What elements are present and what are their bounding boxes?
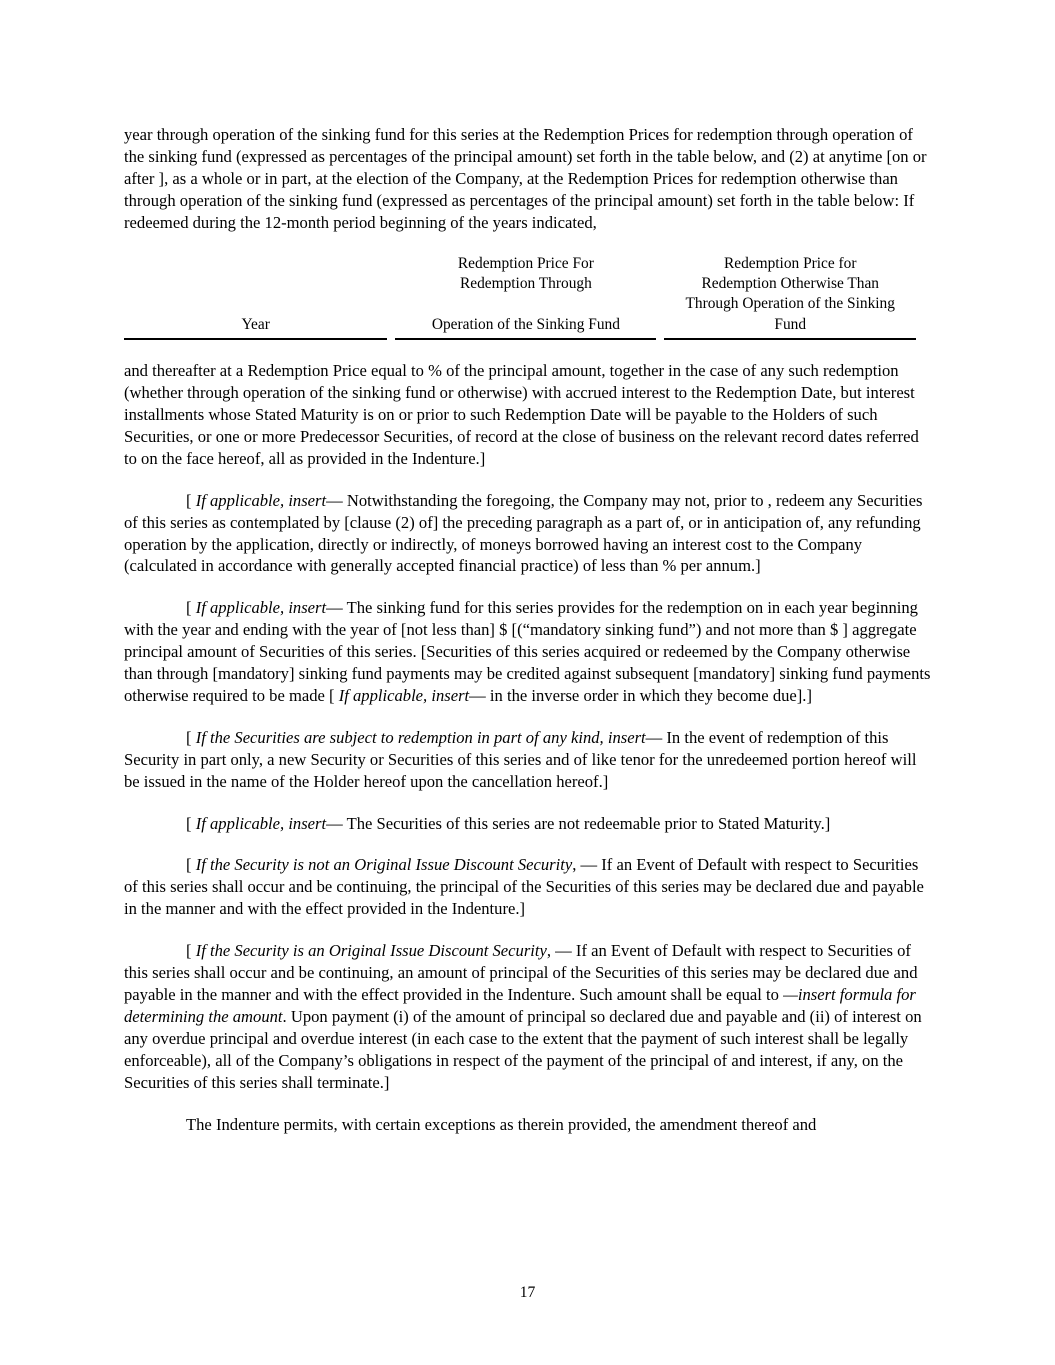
italic-instruction: If applicable, insert xyxy=(338,685,470,705)
italic-instruction: If applicable, insert xyxy=(195,490,327,510)
italic-instruction: If applicable, insert xyxy=(195,813,327,833)
bracket-open: [ xyxy=(186,813,196,833)
italic-instruction: If applicable, insert xyxy=(195,598,327,618)
paragraph-text: , — If an Event of Default with respect to Securities of this series shall occur and be continuing, an amount of principal of the Securities of this series may be declared due and payable in the manner and with the effect provided in the Indenture. Such amount shall be equal to xyxy=(124,941,918,1004)
italic-instruction: If the Securities are subject to redemption in part of any kind, insert xyxy=(195,727,646,747)
paragraph-text: — The Securities of this series are not redeemable prior to Stated Maturity.] xyxy=(326,813,831,833)
intro-paragraph: year through operation of the sinking fund for this series at the Redemption Prices for redemption through operation of the sinking fund (expressed as percentages of the principal amount) set forth in the table below, and (2) at anytime [on or after ], as a whole or in part, at the election of the Company, at the Redemption Prices for redemption otherwise than through operation of the sinking fund (expressed as percentages of the principal amount) set forth in the table below: If redeemed during the 12-month period beginning of the years indicated, xyxy=(124,125,927,232)
bracket-open: [ xyxy=(186,727,196,747)
header-sinking-line: Redemption Through xyxy=(459,274,592,292)
paragraph-text: . Upon payment (i) of the amount of principal so declared due and payable and (ii) of interest on any overdue principal and overdue interest (in each case to the extent that the payment of such interest shall be legally enforceable), all of the Company’s obligations in respect of the payment of the principal of and interest, if any, on the Securities of this series shall terminate.] xyxy=(124,1006,922,1092)
not-oid-paragraph xyxy=(124,854,932,920)
paragraph-text: — The sinking fund for this series provides for the redemption on in each year beginning with the year and ending with the year of [not less than] $ [(“mandatory sinking fund”) and not more than $ ] aggregate principal amount of Securities of this series. [Securities of this series acquired or redeemed by the Company otherwise than through [mandatory] sinking fund payments may be credited against subsequent [mandatory] sinking fund payments otherwise required to be made [ xyxy=(124,598,931,705)
header-sinking-line: Operation of the Sinking Fund xyxy=(431,315,620,333)
italic-instruction: If the Security is not an Original Issue Discount Security xyxy=(195,855,573,875)
oid-paragraph xyxy=(124,940,932,1093)
bracket-open: [ xyxy=(186,855,196,875)
header-sinking-fund-price xyxy=(395,254,656,341)
page-number: 17 xyxy=(519,1284,536,1301)
paragraph-text: , — If an Event of Default with respect to Securities of this series shall occur and be continuing, the principal of the Securities of this series may be declared due and payable in the manner and with the effect provided in the Indenture.] xyxy=(124,855,924,919)
header-other-line: Fund xyxy=(774,315,807,333)
header-sinking-line: Redemption Price For xyxy=(457,254,594,272)
header-otherwise-price xyxy=(664,254,916,341)
after-table-paragraph: and thereafter at a Redemption Price equal to % of the principal amount, together in the case of any such redemption (whether through operation of the sinking fund or otherwise) with accrued interest to the Redemption Date, but interest installments whose Stated Maturity is on or prior to such Redemption Date will be payable to the Holders of such Securities, or one or more Predecessor Securities, of record at the close of business on the relevant record dates referred to on the face hereof, all as provided in the Indenture.] xyxy=(124,361,919,468)
italic-instruction: —insert formula for determining the amount xyxy=(124,985,916,1026)
redemption-price-table xyxy=(116,254,924,341)
bracket-open: [ xyxy=(186,941,196,961)
refunding-paragraph xyxy=(124,490,932,578)
sinking-fund-paragraph xyxy=(124,597,932,707)
header-other-line: Redemption Otherwise Than xyxy=(701,274,879,292)
header-other-line: Redemption Price for xyxy=(723,254,857,272)
header-year-label: Year xyxy=(241,315,270,333)
paragraph-text: — in the inverse order in which they become due].] xyxy=(469,685,812,705)
header-other-line: Through Operation of the Sinking xyxy=(685,295,895,313)
table-header-row xyxy=(124,254,916,341)
italic-instruction: If the Security is an Original Issue Discount Security xyxy=(195,941,547,961)
partial-redemption-paragraph xyxy=(124,727,932,793)
header-year xyxy=(124,254,387,341)
amendment-paragraph: The Indenture permits, with certain exceptions as therein provided, the amendment thereof and xyxy=(186,1114,817,1134)
paragraph-text: — In the event of redemption of this Security in part only, a new Security or Securities of this series and of like tenor for the unredeemed portion hereof will be issued in the name of the Holder hereof upon the cancellation hereof.] xyxy=(124,727,917,791)
bracket-open: [ xyxy=(186,490,196,510)
document-page xyxy=(124,124,932,1135)
bracket-open: [ xyxy=(186,598,196,618)
not-redeemable-paragraph xyxy=(124,813,932,835)
paragraph-text: — Notwithstanding the foregoing, the Company may not, prior to , redeem any Securities of this series as contemplated by [clause (2) of] the preceding paragraph as a part of, or in anticipation of, any refunding operation by the application, directly or indirectly, of moneys borrowed having an interest cost to the Company (calculated in accordance with generally accepted financial practice) of less than % per annum.] xyxy=(124,490,923,576)
